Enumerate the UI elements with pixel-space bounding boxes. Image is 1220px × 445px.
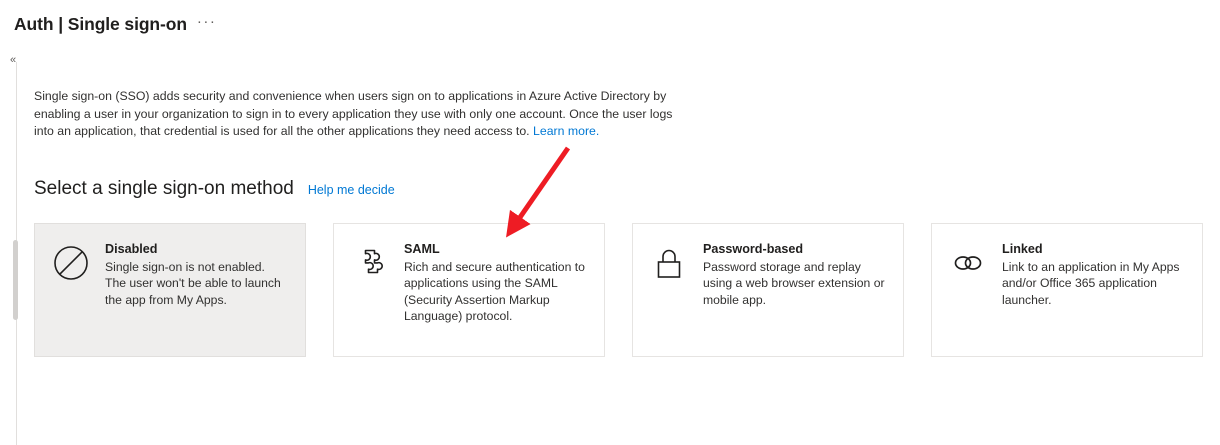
sso-method-cards	[34, 223, 1220, 357]
collapse-sidebar-button[interactable]: «	[10, 54, 17, 66]
sso-method-card-disabled[interactable]	[34, 223, 306, 357]
card-description: Single sign-on is not enabled. The user won't be able to launch the app from My Apps.	[105, 259, 281, 307]
card-title: Linked	[1002, 241, 1043, 256]
vertical-scrollbar-thumb[interactable]	[13, 240, 18, 320]
main-content	[34, 76, 1220, 357]
card-description: Rich and secure authentication to applications using the SAML (Security Assertion Markup Language) protocol.	[404, 259, 585, 324]
more-actions-icon[interactable]: ···	[196, 12, 217, 30]
puzzle-piece-icon	[350, 242, 390, 283]
card-text	[404, 242, 588, 340]
intro-text: Single sign-on (SSO) adds security and convenience when users sign on to applications in Azure Active Directory by enabling a user in your organization to sign in to every application they use with only one account. Once the user logs into an application, that credential is used for all the other applications they need access to.	[34, 89, 673, 139]
section-header	[34, 178, 1220, 200]
chain-link-icon	[948, 242, 988, 283]
help-me-decide-link[interactable]: Help me decide	[307, 182, 395, 197]
card-description: Password storage and replay using a web browser extension or mobile app.	[703, 259, 885, 307]
card-title: Password-based	[703, 241, 804, 256]
page-title: Auth | Single sign-on	[14, 13, 187, 34]
section-title: Select a single sign-on method	[34, 177, 294, 199]
card-text	[703, 242, 887, 340]
learn-more-link[interactable]: Learn more.	[533, 124, 600, 139]
intro-paragraph	[34, 88, 674, 141]
no-entry-icon	[51, 242, 91, 283]
sso-method-card-saml[interactable]	[333, 223, 605, 357]
card-text	[105, 242, 289, 340]
card-description: Link to an application in My Apps and/or Office 365 application launcher.	[1002, 259, 1180, 307]
sso-method-card-linked[interactable]	[931, 223, 1203, 357]
card-title: SAML	[404, 241, 440, 256]
card-text	[1002, 242, 1186, 340]
page-header	[0, 0, 1220, 38]
sso-method-card-password-based[interactable]	[632, 223, 904, 357]
card-title: Disabled	[105, 241, 158, 256]
padlock-icon	[649, 242, 689, 283]
